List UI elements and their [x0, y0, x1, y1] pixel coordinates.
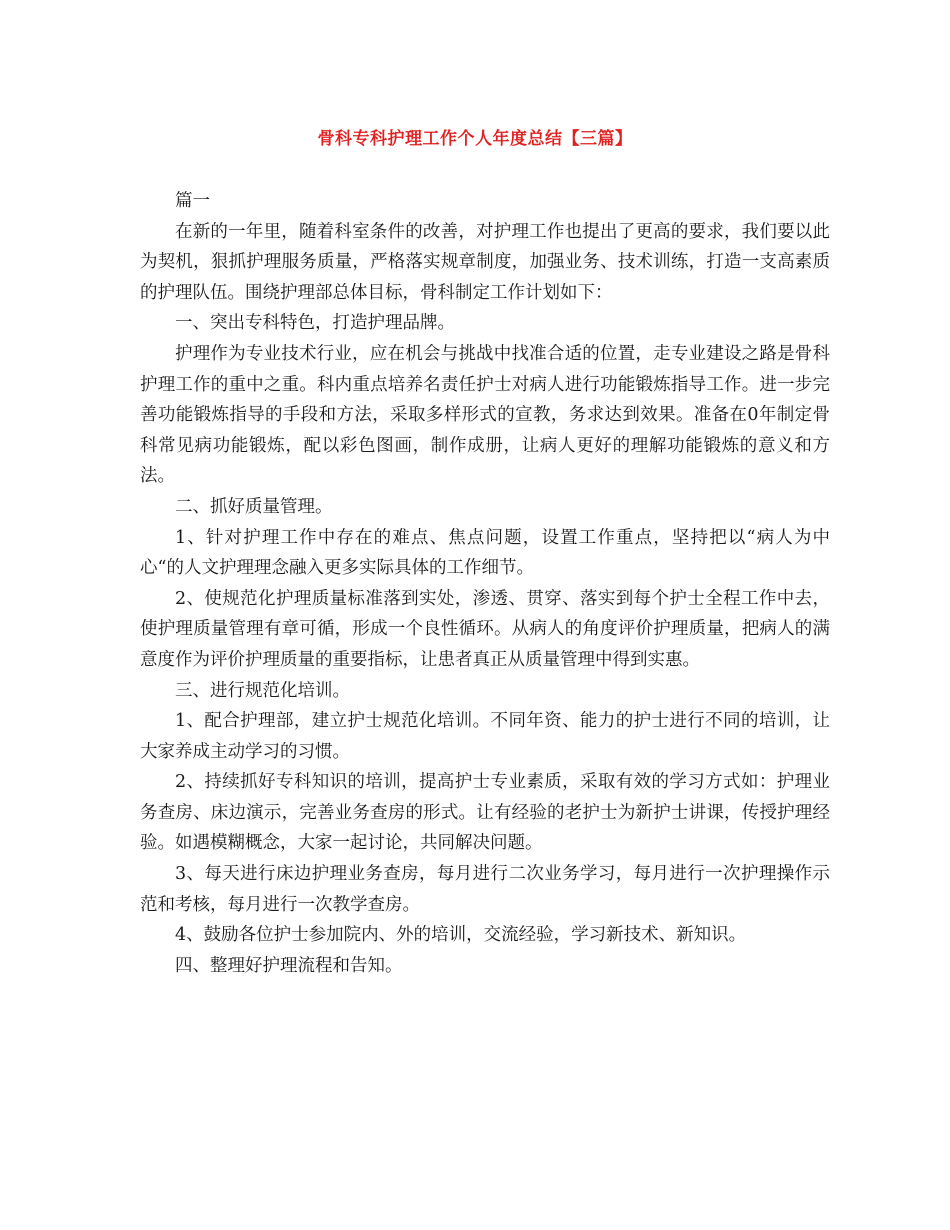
paragraph: 四、整理好护理流程和告知。 [175, 955, 403, 976]
document-body [140, 186, 830, 981]
paragraph: 1、配合护理部，建立护士规范化培训。不同年资、能力的护士进行不同的培训，让大家养成主动学习的习惯。 [140, 711, 830, 762]
paragraph: 4、鼓励各位护士参加院内、外的培训，交流经验，学习新技术、新知识。 [175, 925, 747, 946]
paragraph: 在新的一年里，随着科室条件的改善，对护理工作也提出了更高的要求，我们要以此为契机，狠抓护理服务质量，严格落实规章制度，加强业务、技术训练，打造一支高素质的护理队伍。围绕护理部总体目标，骨科制定工作计划如下： [140, 221, 830, 303]
paragraph: 2、持续抓好专科知识的培训，提高护士专业素质，采取有效的学习方式如：护理业务查房、床边演示，完善业务查房的形式。让有经验的老护士为新护士讲课，传授护理经验。如遇模糊概念，大家一起讨论，共同解决问题。 [140, 772, 830, 854]
paragraph: 护理作为专业技术行业，应在机会与挑战中找准合适的位置，走专业建设之路是骨科护理工作的重中之重。科内重点培养名责任护士对病人进行功能锻炼指导工作。进一步完善功能锻炼指导的手段和方法，采取多样形式的宣教，务求达到效果。准备在0年制定骨科常见病功能锻炼，配以彩色图画，制作成册，让病人更好的理解功能锻炼的意义和方法。 [140, 343, 830, 487]
paragraph: 二、抓好质量管理。 [175, 496, 333, 517]
paragraph: 3、每天进行床边护理业务查房，每月进行二次业务学习，每月进行一次护理操作示范和考核，每月进行一次教学查房。 [140, 864, 830, 915]
paragraph: 一、突出专科特色，打造护理品牌。 [175, 313, 455, 334]
document-title: 骨科专科护理工作个人年度总结【三篇】 [317, 129, 633, 149]
paragraph: 2、使规范化护理质量标准落到实处，渗透、贯穿、落实到每个护士全程工作中去，使护理质量管理有章可循，形成一个良性循环。从病人的角度评价护理质量，把病人的满意度作为评价护理质量的重要指标，让患者真正从质量管理中得到实惠。 [140, 588, 830, 670]
paragraph: 1、针对护理工作中存在的难点、焦点问题，设置工作重点，坚持把以“病人为中心“的人文护理理念融入更多实际具体的工作细节。 [140, 527, 830, 579]
paragraph: 三、进行规范化培训。 [175, 680, 350, 701]
paragraph: 篇一 [175, 191, 210, 211]
